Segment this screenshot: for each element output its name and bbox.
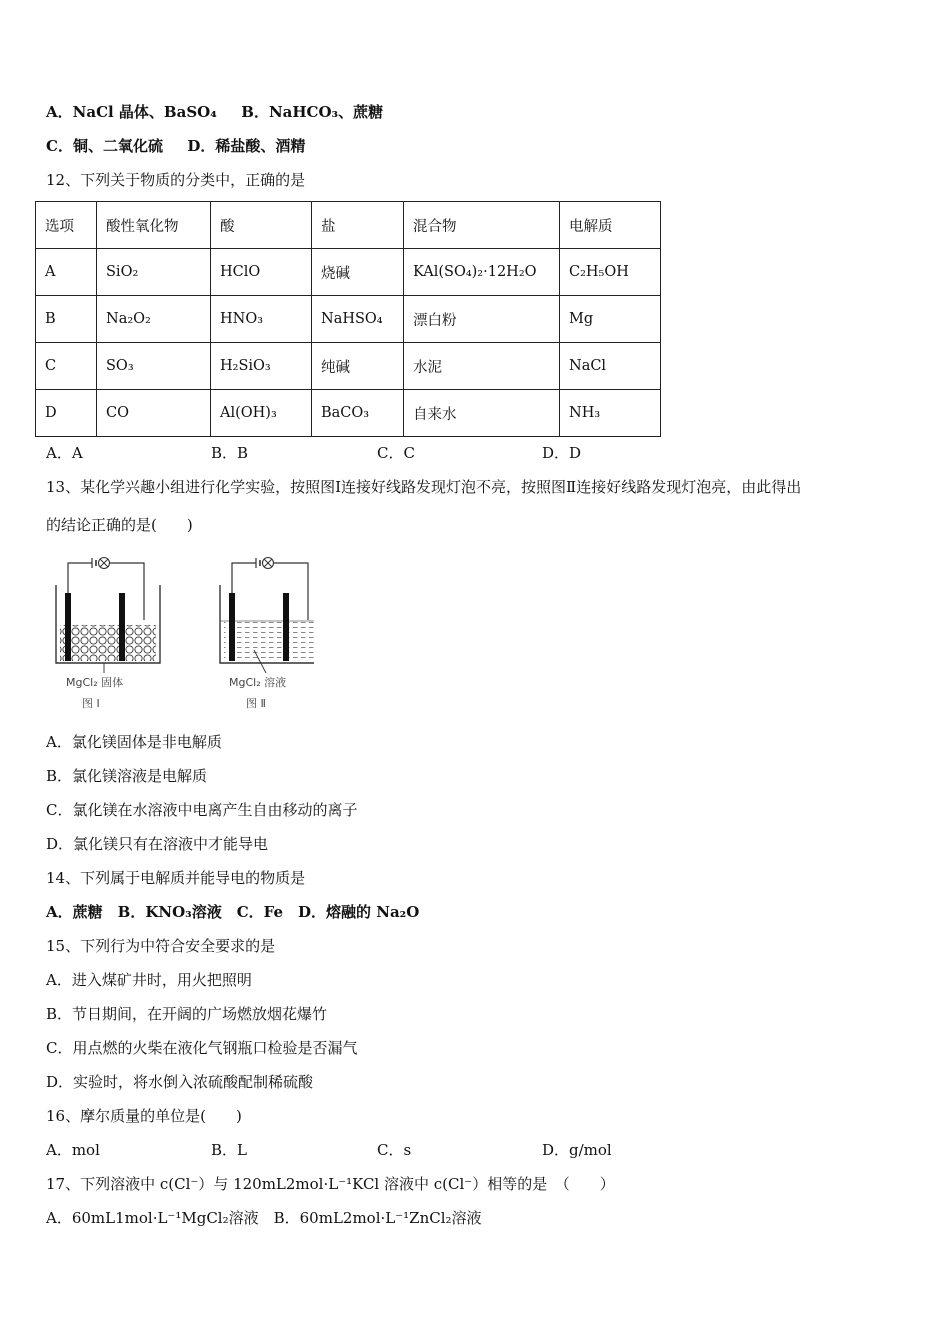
table-cell: NaCl (560, 343, 661, 390)
classification-table (35, 201, 661, 437)
bulb-icon (263, 558, 274, 569)
table-cell: Mg (560, 296, 661, 343)
q13-option-c: C．氯化镁在水溶液中电离产生自由移动的离子 (46, 801, 358, 819)
table-cell: 自来水 (404, 390, 560, 437)
q15-option-c: C．用点燃的火柴在液化气钢瓶口检验是否漏气 (46, 1039, 358, 1057)
table-header-cell: 选项 (36, 202, 97, 249)
q13-option-d: D．氯化镁只有在溶液中才能导电 (46, 835, 269, 853)
table-cell: HClO (211, 249, 312, 296)
table-header-cell: 电解质 (560, 202, 661, 249)
q16-option-b: B．L (211, 1141, 247, 1159)
q11-options-line2 (46, 136, 305, 156)
table-cell: 水泥 (404, 343, 560, 390)
q16-option-c: C．s (377, 1141, 412, 1159)
q13-option-b: B．氯化镁溶液是电解质 (46, 767, 208, 785)
q12-option-d: D．D (542, 444, 582, 462)
q12-option-b: B．B (211, 444, 249, 462)
q13-stem-line2: 的结论正确的是( ) (46, 516, 193, 534)
q13-stem-line1: 13、某化学兴趣小组进行化学实验，按照图Ⅰ连接好线路发现灯泡不亮，按照图Ⅱ连接好线路发现灯泡亮，由此得出 (46, 478, 802, 496)
figure-1-circuit (68, 558, 144, 621)
table-cell: CO (97, 390, 211, 437)
q17-options: A．60mL1mol·L⁻¹MgCl₂溶液 B．60mL2mol·L⁻¹ZnCl₂溶液 (46, 1209, 482, 1227)
q11-option-b: B．NaHCO₃、蔗糖 (241, 103, 384, 121)
table-cell: A (36, 249, 97, 296)
table-cell: NaHSO₄ (312, 296, 404, 343)
table-header-cell: 混合物 (404, 202, 560, 249)
table-cell: B (36, 296, 97, 343)
q17-stem: 17、下列溶液中 c(Cl⁻）与 120mL2mol·L⁻¹KCl 溶液中 c(Cl⁻）相等的是 （ ） (46, 1175, 615, 1193)
table-cell: 纯碱 (312, 343, 404, 390)
table-cell: H₂SiO₃ (211, 343, 312, 390)
table-header-row (36, 202, 661, 249)
q16-option-d: D．g/mol (542, 1141, 612, 1159)
table-cell: BaCO₃ (312, 390, 404, 437)
q11-option-d: D．稀盐酸、酒精 (187, 137, 306, 155)
q11-option-a: A．NaCl 晶体、BaSO₄ (46, 103, 217, 121)
table-cell: C (36, 343, 97, 390)
conductivity-figure (44, 555, 314, 715)
figure-2-beaker (220, 585, 314, 673)
q14-stem: 14、下列属于电解质并能导电的物质是 (46, 869, 306, 887)
table-cell: KAl(SO₄)₂·12H₂O (404, 249, 560, 296)
table-row (36, 249, 661, 296)
table-header-cell: 酸性氧化物 (97, 202, 211, 249)
figure-2-label: MgCl₂ 溶液 (229, 676, 287, 689)
q11-options-line1 (46, 102, 383, 122)
q11-option-c: C．铜、二氧化硫 (46, 137, 163, 155)
table-row (36, 343, 661, 390)
q14-options: A．蔗糖 B．KNO₃溶液 C．Fe D．熔融的 Na₂O (46, 903, 420, 921)
table-row (36, 390, 661, 437)
table-cell: C₂H₅OH (560, 249, 661, 296)
q15-option-a: A．进入煤矿井时，用火把照明 (46, 971, 252, 989)
q15-stem: 15、下列行为中符合安全要求的是 (46, 937, 276, 955)
q15-option-d: D．实验时，将水倒入浓硫酸配制稀硫酸 (46, 1073, 314, 1091)
table-cell: D (36, 390, 97, 437)
figure-1-label: MgCl₂ 固体 (66, 676, 124, 689)
table-cell: HNO₃ (211, 296, 312, 343)
figure-1-caption: 图 Ⅰ (82, 697, 100, 710)
q16-stem: 16、摩尔质量的单位是( ) (46, 1107, 242, 1125)
table-cell: Na₂O₂ (97, 296, 211, 343)
figure-2-caption: 图 Ⅱ (246, 697, 266, 710)
q16-option-a: A．mol (46, 1141, 100, 1159)
table-cell: SiO₂ (97, 249, 211, 296)
q12-option-a: A．A (46, 444, 83, 462)
figure-2-circuit (232, 558, 308, 621)
q12-stem: 12、下列关于物质的分类中，正确的是 (46, 171, 306, 189)
q12-option-c: C．C (377, 444, 415, 462)
q15-option-b: B．节日期间，在开阔的广场燃放烟花爆竹 (46, 1005, 328, 1023)
table-cell: Al(OH)₃ (211, 390, 312, 437)
table-cell: 烧碱 (312, 249, 404, 296)
q13-option-a: A．氯化镁固体是非电解质 (46, 733, 222, 751)
table-header-cell: 盐 (312, 202, 404, 249)
bulb-icon (99, 558, 110, 569)
table-cell: NH₃ (560, 390, 661, 437)
table-header-cell: 酸 (211, 202, 312, 249)
table-cell: SO₃ (97, 343, 211, 390)
table-row (36, 296, 661, 343)
table-cell: 漂白粉 (404, 296, 560, 343)
